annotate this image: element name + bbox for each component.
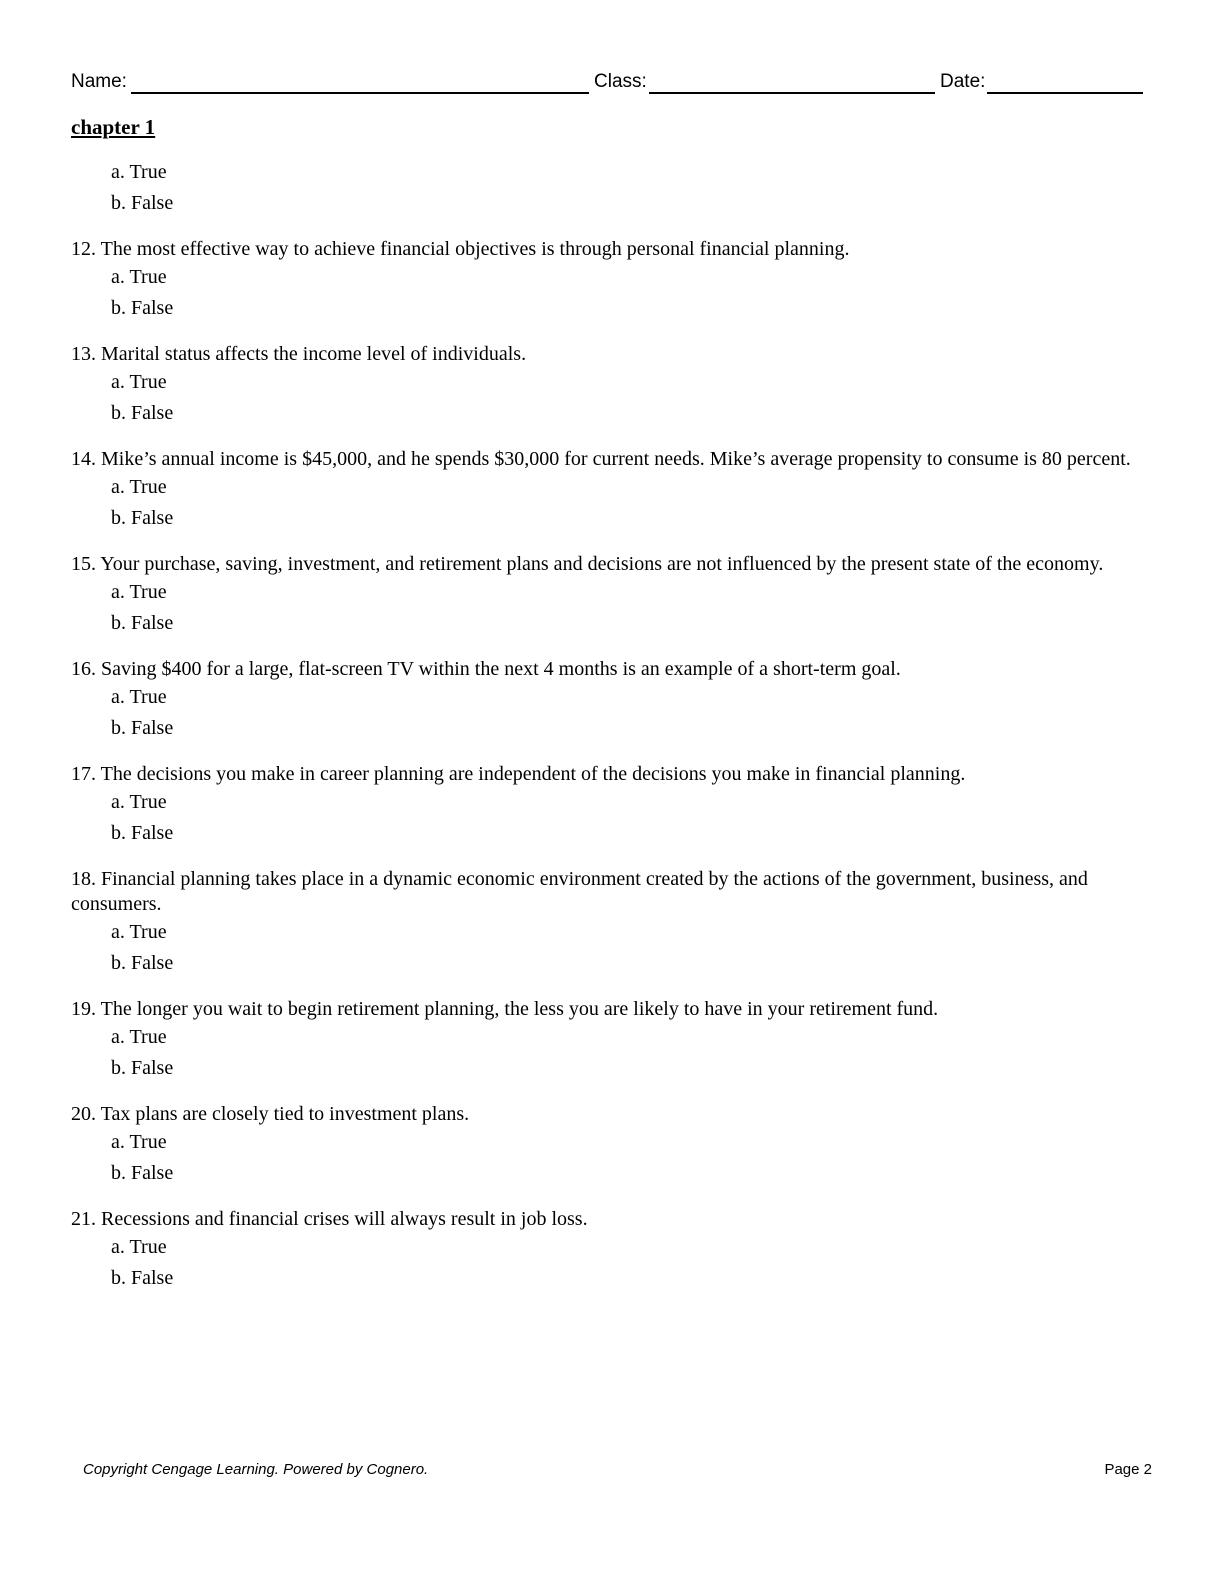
option-true[interactable]: a. True bbox=[111, 1236, 167, 1258]
option-false[interactable]: b. False bbox=[111, 717, 174, 739]
question-20 bbox=[71, 1102, 1141, 1186]
question-12 bbox=[71, 237, 1141, 321]
question-14 bbox=[71, 447, 1141, 531]
option-true[interactable]: a. True bbox=[111, 266, 167, 288]
question-carryover bbox=[71, 160, 1141, 216]
date-field[interactable] bbox=[987, 92, 1143, 94]
option-false[interactable]: b. False bbox=[111, 952, 174, 974]
question-18 bbox=[71, 867, 1141, 976]
option-true[interactable]: a. True bbox=[111, 581, 167, 603]
option-true[interactable]: a. True bbox=[111, 921, 167, 943]
option-true[interactable]: a. True bbox=[111, 1131, 167, 1153]
option-true[interactable]: a. True bbox=[111, 791, 167, 813]
option-true[interactable]: a. True bbox=[111, 1026, 167, 1048]
name-field[interactable] bbox=[131, 92, 589, 94]
class-field[interactable] bbox=[649, 92, 935, 94]
question-17 bbox=[71, 762, 1141, 846]
question-16 bbox=[71, 657, 1141, 741]
question-stem: 12. The most effective way to achieve financial objectives is through personal financial planning. bbox=[71, 238, 850, 260]
option-false[interactable]: b. False bbox=[111, 402, 174, 424]
option-false[interactable]: b. False bbox=[111, 192, 174, 214]
question-stem: 16. Saving $400 for a large, flat-screen TV within the next 4 months is an example of a short-term goal. bbox=[71, 658, 901, 680]
option-false[interactable]: b. False bbox=[111, 297, 174, 319]
copyright-notice: Copyright Cengage Learning. Powered by Cognero. bbox=[83, 1461, 429, 1478]
option-true[interactable]: a. True bbox=[111, 686, 167, 708]
question-13 bbox=[71, 342, 1141, 426]
option-false[interactable]: b. False bbox=[111, 507, 174, 529]
question-list bbox=[71, 160, 1141, 1312]
page-number: Page 2 bbox=[1104, 1461, 1152, 1478]
question-stem: 15. Your purchase, saving, investment, and retirement plans and decisions are not influenced by the present state of the economy. bbox=[71, 553, 1104, 575]
question-stem: 18. Financial planning takes place in a dynamic economic environment created by the actions of the government, business, and consumers. bbox=[71, 868, 1088, 915]
question-stem: 14. Mike’s annual income is $45,000, and he spends $30,000 for current needs. Mike’s average propensity to consume is 80 percent. bbox=[71, 448, 1131, 470]
name-label: Name: bbox=[71, 71, 127, 92]
date-label: Date: bbox=[940, 71, 986, 92]
option-true[interactable]: a. True bbox=[111, 161, 167, 183]
question-stem: 21. Recessions and financial crises will always result in job loss. bbox=[71, 1208, 588, 1230]
question-stem: 17. The decisions you make in career planning are independent of the decisions you make in financial planning. bbox=[71, 763, 966, 785]
question-stem: 13. Marital status affects the income level of individuals. bbox=[71, 343, 527, 365]
chapter-title: chapter 1 bbox=[71, 115, 156, 139]
question-19 bbox=[71, 997, 1141, 1081]
question-stem: 20. Tax plans are closely tied to investment plans. bbox=[71, 1103, 470, 1125]
option-true[interactable]: a. True bbox=[111, 371, 167, 393]
option-false[interactable]: b. False bbox=[111, 1057, 174, 1079]
class-label: Class: bbox=[594, 71, 647, 92]
question-stem: 19. The longer you wait to begin retirement planning, the less you are likely to have in your retirement fund. bbox=[71, 998, 939, 1020]
question-15 bbox=[71, 552, 1141, 636]
option-false[interactable]: b. False bbox=[111, 822, 174, 844]
option-false[interactable]: b. False bbox=[111, 612, 174, 634]
option-false[interactable]: b. False bbox=[111, 1267, 174, 1289]
option-true[interactable]: a. True bbox=[111, 476, 167, 498]
question-21 bbox=[71, 1207, 1141, 1291]
student-info-header bbox=[71, 70, 1143, 98]
option-false[interactable]: b. False bbox=[111, 1162, 174, 1184]
